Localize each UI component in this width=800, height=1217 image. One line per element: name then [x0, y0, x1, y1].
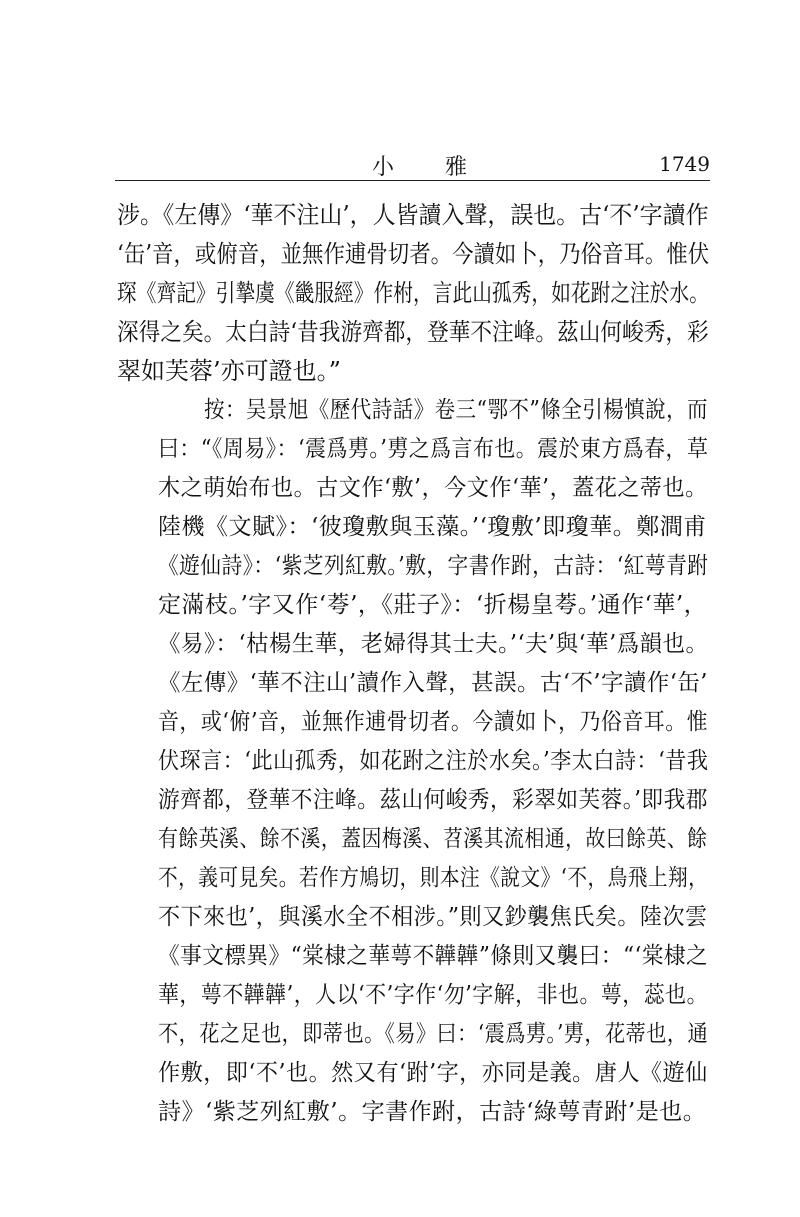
note-line: 不下來也’，與溪水全不相涉。”則又鈔襲焦氏矣。陸次雲	[158, 904, 708, 930]
body-line: ‘缶’音，或俯音，並無作逋骨切者。今讀如卜，乃俗音耳。惟伏	[117, 240, 710, 268]
note-line: 華，萼不韡韡’，人以‘不’字作‘勿’字解，非也。萼，蕊也。	[158, 982, 709, 1008]
note-line: 有餘英溪、餘不溪，蓋因梅溪、苕溪其流相通，故曰餘英、餘	[158, 826, 708, 852]
note-line: 《左傳》‘華不注山’讀作入聲，甚誤。古‘不’字讀作‘缶’	[158, 670, 708, 696]
body-line: 琛《齊記》引摯虞《畿服經》作柎，言此山孤秀，如花跗之注於水。	[117, 279, 709, 307]
note-line: 木之萌始布也。古文作‘敷’，今文作‘華’，蓋花之蒂也。	[158, 475, 708, 501]
body-line: 涉。《左傳》‘華不注山’，人皆讀入聲，誤也。古‘不’字讀作	[117, 201, 709, 229]
note-line: 《遊仙詩》：‘紫芝列紅敷。’敷，字書作跗，古詩：‘紅萼青跗	[158, 553, 709, 579]
running-title: 小 雅	[372, 155, 489, 180]
note-line: 陸機《文賦》：‘彼瓊敷與玉藻。’‘瓊敷’即瓊華。鄭澗甫	[158, 514, 707, 540]
note-line: 不，花之足也，即蒂也。《易》曰：‘震爲旉。’旉，花蒂也，通	[158, 1021, 709, 1047]
running-header	[115, 150, 710, 180]
note-line: 作敷，即‘不’也。然又有‘跗’字，亦同是義。唐人《遊仙	[158, 1060, 708, 1086]
note-line: 詩》‘紫芝列紅敷’。字書作跗，古詩‘綠萼青跗’是也。	[158, 1099, 707, 1125]
note-line: 《易》：‘枯楊生華，老婦得其士夫。’‘夫’與‘華’爲韻也。	[158, 631, 709, 657]
body-line: 深得之矣。太白詩‘昔我游齊都，登華不注峰。茲山何峻秀，彩	[117, 318, 709, 346]
note-line: 按：吴景旭《歷代詩話》卷三“鄂不”條全引楊慎說，而	[204, 397, 709, 423]
page-number: 1749	[659, 152, 710, 176]
note-line: 定滿枝。’字又作‘荂’，《莊子》：‘折楊皇荂。’通作‘華’，	[158, 592, 708, 618]
note-line: 游齊都，登華不注峰。茲山何峻秀，彩翠如芙蓉。’即我郡	[158, 787, 708, 813]
note-line: 《事文標異》“棠棣之華萼不韡韡”條則又襲曰：“‘棠棣之	[158, 943, 709, 969]
note-line: 不，義可見矣。若作方鳩切，則本注《說文》‘不，鳥飛上翔，	[158, 865, 709, 891]
note-line: 曰：“《周易》：‘震爲旉。’旉之爲言布也。震於東方爲春，草	[158, 436, 709, 462]
body-line: 翠如芙蓉’亦可證也。”	[117, 357, 341, 385]
note-line: 音，或‘俯’音，並無作逋骨切者。今讀如卜，乃俗音耳。惟	[158, 709, 709, 735]
note-line: 伏琛言：‘此山孤秀，如花跗之注於水矣。’李太白詩：‘昔我	[158, 748, 709, 774]
header-rule	[115, 180, 710, 181]
